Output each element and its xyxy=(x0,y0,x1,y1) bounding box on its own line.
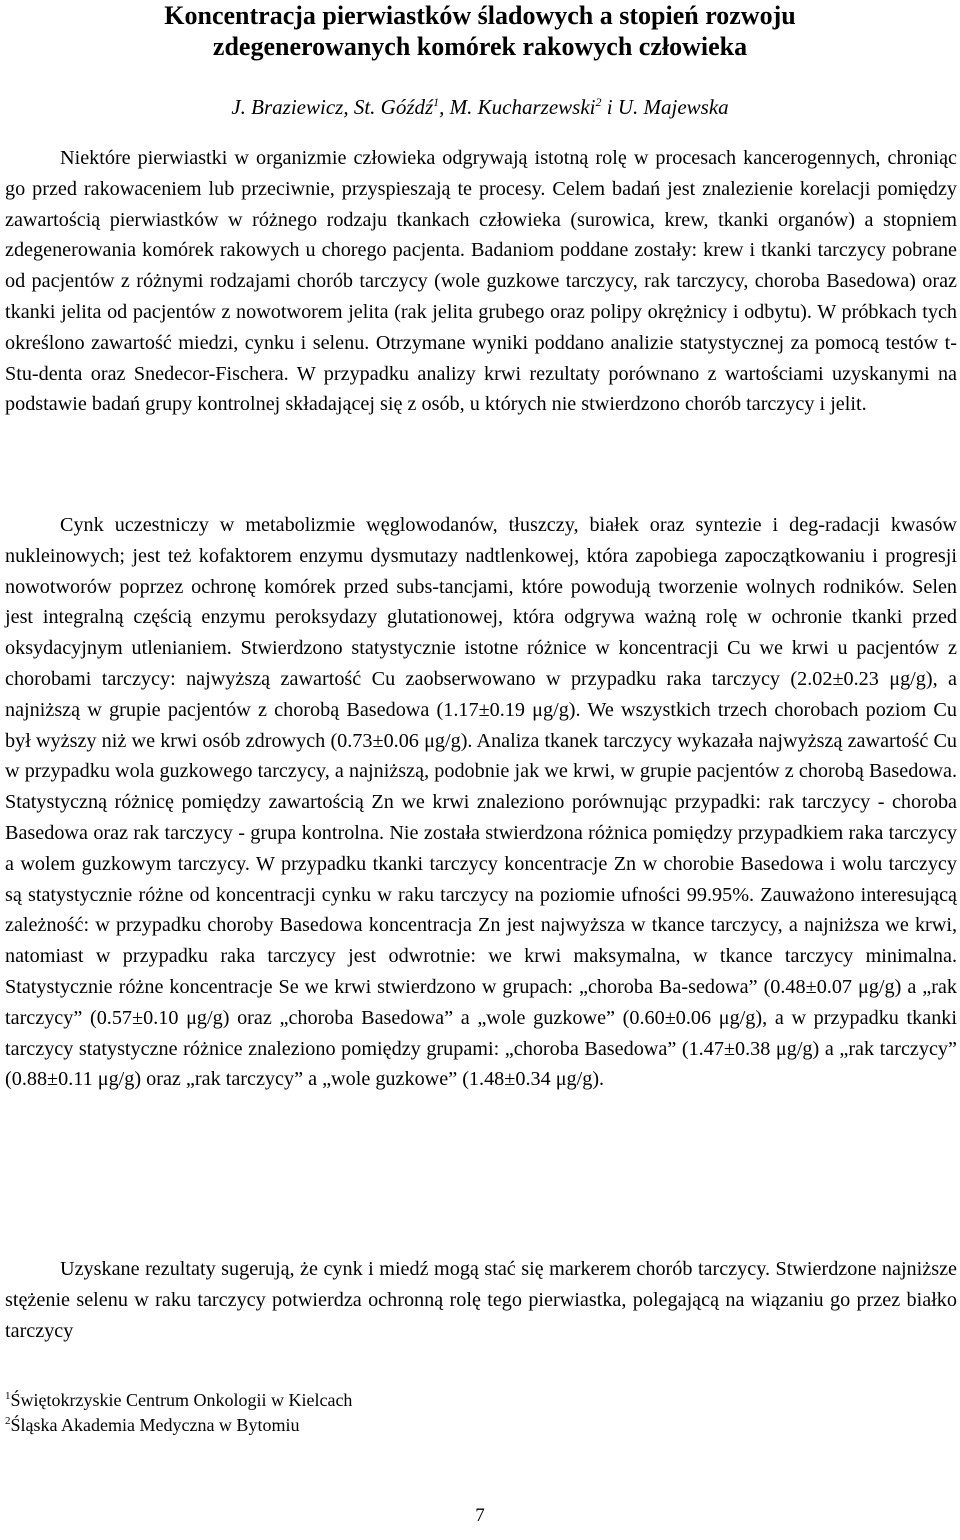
author-2: , M. Kucharzewski xyxy=(439,95,596,119)
page-number: 7 xyxy=(475,1505,485,1526)
paper-title xyxy=(0,0,960,62)
title-line-1: Koncentracja pierwiastków śladowych a stopień rozwoju xyxy=(164,1,796,30)
paragraph-conclusion: Uzyskane rezultaty sugerują, że cynk i miedź mogą stać się markerem chorób tarczycy. Stwierdzone najniższe stężenie selenu w raku tarczycy potwierdza ochronną rolę tego pierwiastka, polegającą na wiązaniu go przez białko tarczycy xyxy=(5,1258,957,1342)
paragraph-introduction: Niektóre pierwiastki w organizmie człowieka odgrywają istotną rolę w procesach kancerogennych, chroniąc go przed rakowaceniem lub przeciwnie, przyspieszają te procesy. Celem badań jest znalezienie korelacji pomiędzy zawartością pierwiastków w różnego rodzaju tkankach człowieka (surowica, krew, tkanki organów) a stopniem zdegenerowania komórek rakowych u chorego pacjenta. Badaniom poddane zostały: krew i tkanki tarczycy pobrane od pacjentów z różnymi rodzajami chorób tarczycy (wole guzkowe tarczycy, rak tarczycy, choroba Basedowa) oraz tkanki jelita od pacjentów z nowotworem jelita (rak jelita grubego oraz polipy okrężnicy i odbytu). W próbkach tych określono zawartość miedzi, cynku i selenu. Otrzymane wyniki poddano analizie statystycznej za pomocą testów t-Stu-denta oraz Snedecor-Fischera. W przypadku analizy krwi rezultaty porównano z wartościami uzyskanymi na podstawie badań grupy kontrolnej składającej się z osób, u których nie stwierdzono chorób tarczycy i jelit. xyxy=(5,147,957,416)
author-3: i U. Majewska xyxy=(601,95,729,119)
author-1: J. Braziewicz, St. Góźdź xyxy=(231,95,434,119)
author-list xyxy=(0,88,960,121)
footnote-mark-2: 2 xyxy=(5,1415,11,1427)
title-line-2: zdegenerowanych komórek rakowych człowieka xyxy=(212,32,748,61)
footnotes xyxy=(5,1388,905,1438)
footnote-text-2: Śląska Akademia Medyczna w Bytomiu xyxy=(10,1415,300,1435)
paragraph-results: Cynk uczestniczy w metabolizmie węglowodanów, tłuszczy, białek oraz syntezie i deg-radacji kwasów nukleinowych; jest też kofaktorem enzymu dysmutazy nadtlenkowej, która zapobiega zapoczątkowaniu i progresji nowotworów poprzez ochronę komórek przed subs-tancjami, które powodują tworzenie wolnych rodników. Selen jest integralną częścią enzymu peroksydazy glutationowej, która odgrywa ważną rolę w ochronie tkanki przed oksydacyjnym utlenianiem. Stwierdzono statystycznie istotne różnice w koncentracji Cu we krwi u pacjentów z chorobami tarczycy: najwyższą zawartość Cu zaobserwowano w przypadku raka tarczycy (2.02±0.23 μg/g), a najniższą w grupie pacjentów z chorobą Basedowa (1.17±0.19 μg/g). We wszystkich trzech chorobach poziom Cu był wyższy niż we krwi osób zdrowych (0.73±0.06 μg/g). Analiza tkanek tarczycy wykazała najwyższą zawartość Cu w przypadku wola guzkowego tarczycy, a najniższą, podobnie jak we krwi, w grupie pacjentów z chorobą Basedowa. Statystyczną różnicę pomiędzy zawartością Zn we krwi znaleziono porównując przypadki: rak tarczycy - choroba Basedowa oraz rak tarczycy - grupa kontrolna. Nie została stwierdzona różnica pomiędzy przypadkiem raka tarczycy a wolem guzkowym tarczycy. W przypadku tkanki tarczycy koncentracje Zn w chorobie Basedowa i wolu tarczycy są statystycznie różne od koncentracji cynku w raku tarczycy na poziomie ufności 99.95%. Zauważono interesującą zależność: w przypadku choroby Basedowa koncentracja Zn jest najwyższa w tkance tarczycy, a najniższa we krwi, natomiast w przypadku raka tarczycy jest odwrotnie: we krwi maksymalna, w tkance tarczycy minimalna. Statystycznie różne koncentracje Se we krwi stwierdzono w grupach: „choroba Ba-sedowa” (0.48±0.07 μg/g) a „rak tarczycy” (0.57±0.10 μg/g) oraz „choroba Basedowa” a „wole guzkowe” (0.60±0.06 μg/g), a w przypadku tkanki tarczycy statystyczne różnice znaleziono pomiędzy grupami: „choroba Basedowa” (1.47±0.38 μg/g) a „rak tarczycy” (0.88±0.11 μg/g) oraz „rak tarczycy” a „wole guzkowe” (1.48±0.34 μg/g). xyxy=(5,514,957,1091)
footnote-text-1: Świętokrzyskie Centrum Onkologii w Kielcach xyxy=(10,1390,353,1410)
footnote-mark-1: 1 xyxy=(5,1390,11,1402)
footnote-1 xyxy=(5,1388,905,1413)
footnote-2 xyxy=(5,1413,905,1438)
affiliation-mark-1: 1 xyxy=(433,95,440,109)
affiliation-mark-2: 2 xyxy=(595,95,602,109)
